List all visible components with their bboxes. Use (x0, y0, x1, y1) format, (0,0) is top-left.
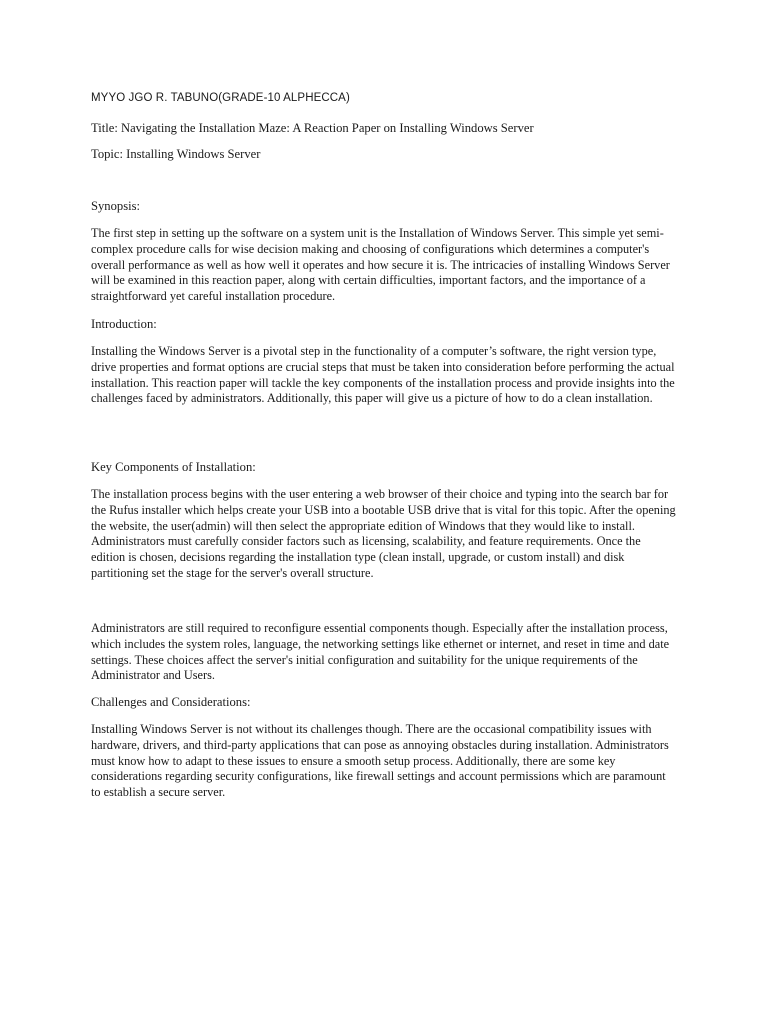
challenges-paragraph: Installing Windows Server is not without its challenges though. There are the occasional compatibility issues with hardware, drivers, and third-party applications that can pose as annoying obstacles during installation. Administrators must know how to adapt to these issues to ensure a smooth setup process. Additionally, there are some key considerations regarding security configurations, like firewall settings and account permissions which are paramount to establish a secure server. (91, 722, 669, 800)
challenges-heading: Challenges and Considerations: (91, 695, 251, 709)
introduction-heading: Introduction: (91, 317, 157, 331)
key-components-paragraph-1: The installation process begins with the user entering a web browser of their choice and typing into the search bar for the Rufus installer which helps create your USB into a bootable USB drive that is vital for this topic. After the opening the website, the user(admin) will then select the appropriate edition of Windows that they would like to install. Administrators must carefully consider factors such as licensing, scalability, and feature requirements. Once the edition is chosen, decisions regarding the installation type (clean install, upgrade, or custom install) and disk partitioning set the stage for the server's overall structure. (91, 487, 676, 580)
title-line: Title: Navigating the Installation Maze: A Reaction Paper on Installing Windows Server (91, 121, 534, 135)
author-line: MYYO JGO R. TABUNO(GRADE-10 ALPHECCA) (91, 92, 350, 104)
introduction-paragraph: Installing the Windows Server is a pivotal step in the functionality of a computer’s software, the right version type, drive properties and format options are crucial steps that must be taken into consideration before performing the actual installation. This reaction paper will tackle the key components of the installation process and provide insights into the challenges faced by administrators. Additionally, this paper will give us a picture of how to do a clean installation. (91, 344, 675, 406)
topic-line: Topic: Installing Windows Server (91, 147, 261, 161)
synopsis-paragraph: The first step in setting up the software on a system unit is the Installation of Windows Server. This simple yet semi-complex procedure calls for wise decision making and choosing of configurations which determines a computer's overall performance as well as how well it operates and how secure it is. The intricacies of installing Windows Server will be examined in this reaction paper, along with certain difficulties, important factors, and the importance of a straightforward yet careful installation procedure. (91, 226, 670, 304)
key-components-paragraph-2: Administrators are still required to reconfigure essential components though. Especially after the installation process, which includes the system roles, language, the networking settings like ethernet or internet, and reset in time and date settings. These choices affect the server's initial configuration and suitability for the unique requirements of the Administrator and Users. (91, 621, 670, 683)
synopsis-heading: Synopsis: (91, 199, 140, 213)
key-components-heading: Key Components of Installation: (91, 460, 256, 474)
